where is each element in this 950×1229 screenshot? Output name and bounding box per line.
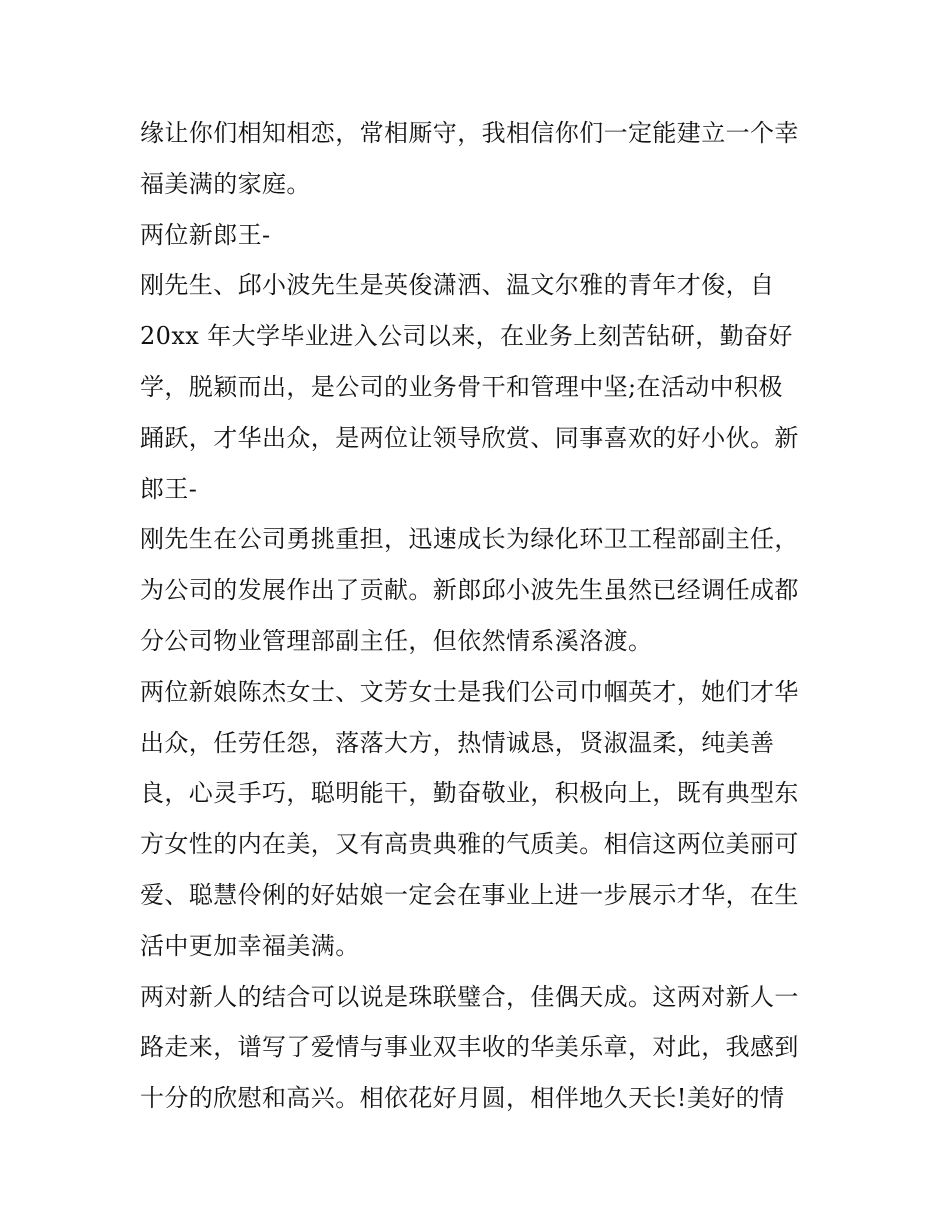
text-line: 两对新人的结合可以说是珠联璧合，佳偶天成。这两对新人一 <box>140 982 799 1011</box>
text-line: 刚先生、邱小波先生是英俊潇洒、温文尔雅的青年才俊，自 <box>140 271 775 300</box>
text-line: 良，心灵手巧，聪明能干，勤奋敬业，积极向上，既有典型东 <box>140 779 799 808</box>
text-line: 方女性的内在美，又有高贵典雅的气质美。相信这两位美丽可 <box>140 830 799 859</box>
text-line: 刚先生在公司勇挑重担，迅速成长为绿化环卫工程部副主任， <box>140 525 799 554</box>
text-line: 十分的欣慰和高兴。相依花好月圆，相伴地久天长!美好的情 <box>140 1084 785 1113</box>
text-line: 踊跃，才华出众，是两位让领导欣赏、同事喜欢的好小伙。新 <box>140 423 799 452</box>
text-line: 两位新郎王- <box>140 220 271 249</box>
text-line: 学，脱颖而出，是公司的业务骨干和管理中坚;在活动中积极 <box>140 372 783 401</box>
text-line: 郎王- <box>140 474 198 503</box>
text-line: 福美满的家庭。 <box>140 169 311 198</box>
body-text <box>140 108 820 1124</box>
text-line: 两位新娘陈杰女士、文芳女士是我们公司巾帼英才，她们才华 <box>140 677 799 706</box>
text-line: 为公司的发展作出了贡献。新郎邱小波先生虽然已经调任成都 <box>140 576 799 605</box>
text-line: 缘让你们相知相恋，常相厮守，我相信你们一定能建立一个幸 <box>140 119 799 147</box>
text-line: 分公司物业管理部副主任，但依然情系溪洛渡。 <box>140 626 653 655</box>
text-line: 路走来，谱写了爱情与事业双丰收的华美乐章，对此，我感到 <box>140 1033 799 1062</box>
text-line: 出众，任劳任怨，落落大方，热情诚恳，贤淑温柔，纯美善 <box>140 728 775 757</box>
text-line: 爱、聪慧伶俐的好姑娘一定会在事业上进一步展示才华，在生 <box>140 880 799 909</box>
text-line: 20xx 年大学毕业进入公司以来，在业务上刻苦钻研，勤奋好 <box>140 322 793 351</box>
text-line: 活中更加幸福美满。 <box>140 931 360 960</box>
